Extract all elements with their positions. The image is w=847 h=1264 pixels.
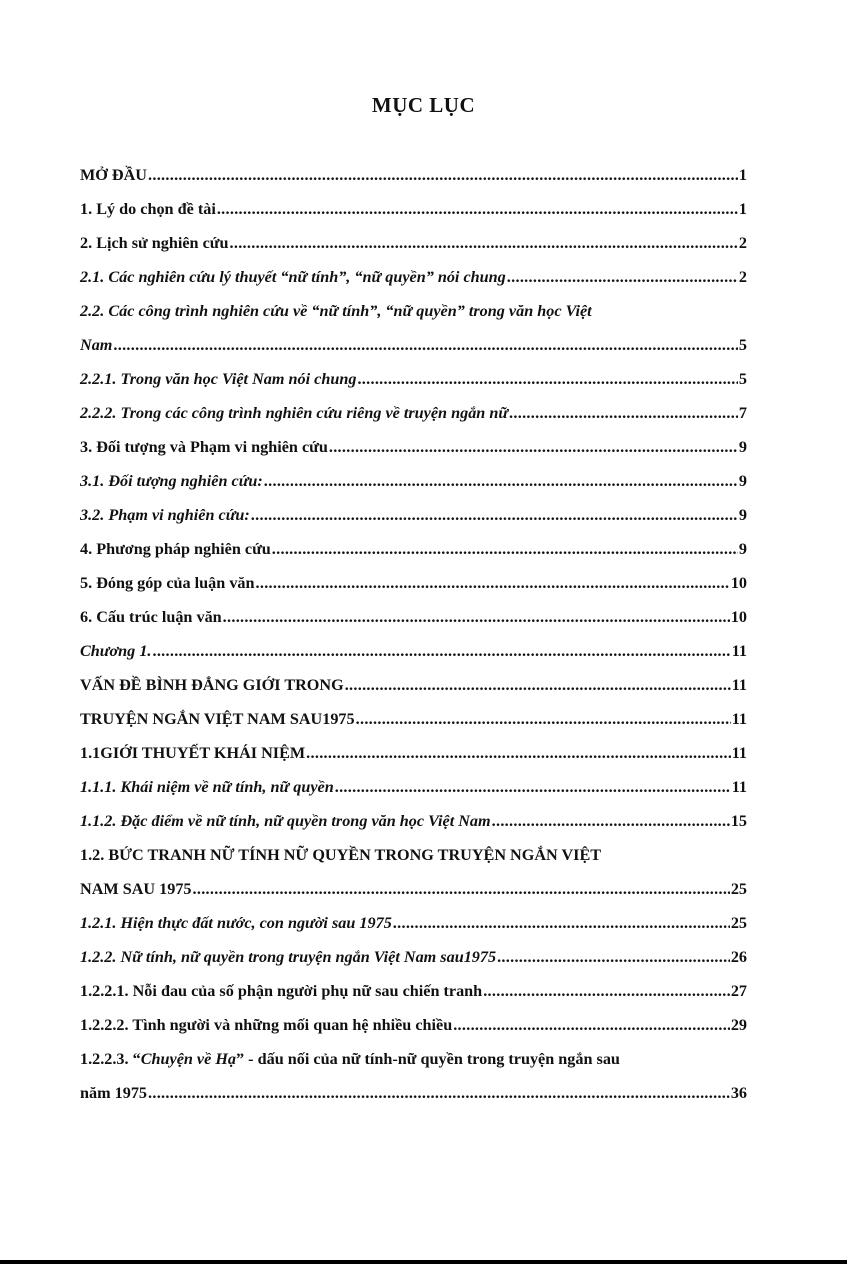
dot-leader [453,1016,730,1035]
bottom-border [0,1260,847,1264]
toc-entry[interactable] [80,770,747,804]
toc-entry-page-number: 9 [738,437,747,456]
dot-leader [507,268,738,287]
toc-entry-label: VẤN ĐỀ BÌNH ĐẲNG GIỚI TRONG [80,675,344,694]
toc-entry[interactable] [80,396,747,430]
toc-entry-page-number: 25 [730,879,747,898]
dot-leader [356,710,731,729]
dot-leader [509,404,738,423]
toc-entry[interactable] [80,362,747,396]
toc-entry[interactable] [80,1008,747,1042]
toc-entry[interactable] [80,804,747,838]
toc-entry-label: 1.2.2. Nữ tính, nữ quyền trong truyện ngắn Việt Nam sau1975 [80,947,497,966]
toc-entry[interactable] [80,634,747,668]
toc-entry-label: 3. Đối tượng và Phạm vi nghiên cứu [80,437,328,456]
dot-leader [230,234,738,253]
toc-entry[interactable] [80,736,747,770]
dot-leader [483,982,730,1001]
dot-leader [335,778,731,797]
toc-entry[interactable] [80,872,747,906]
dot-leader [264,472,738,491]
toc-entry-label: MỞ ĐẦU [80,165,147,184]
toc-entry[interactable] [80,668,747,702]
toc-entry-label: 2. Lịch sử nghiên cứu [80,233,229,252]
toc-entry-label: 1.2.2.1. Nỗi đau của số phận người phụ nữ sau chiến tranh [80,981,483,1000]
dot-leader [393,914,730,933]
toc-entry-label: 3.2. Phạm vi nghiên cứu: [80,505,250,524]
toc-entry[interactable] [80,328,747,362]
toc-entry-label: TRUYỆN NGẮN VIỆT NAM SAU1975 [80,709,355,728]
toc-entry-page-number: 11 [731,743,747,762]
toc-entry[interactable] [80,430,747,464]
toc-entry[interactable] [80,260,747,294]
toc-entry-label: 1.1GIỚI THUYẾT KHÁI NIỆM [80,743,306,762]
toc-entry-label: Chương 1. [80,641,152,660]
dot-leader [272,540,738,559]
toc-entry-label: 6. Cấu trúc luận văn [80,607,222,626]
toc-entry[interactable] [80,702,747,736]
toc-entry-page-number: 26 [730,947,747,966]
toc-entry-label-part: ” - dấu nối của nữ tính-nữ quyền trong truyện ngắn sau [236,1049,620,1068]
toc-entry-label: 1.1.1. Khái niệm về nữ tính, nữ quyền [80,777,334,796]
toc-entry-label-italic: Chuyện về Hạ [140,1049,237,1068]
toc-entry[interactable] [80,1076,747,1110]
toc-entry-page-number: 1 [738,199,747,218]
toc-entry-page-number: 2 [738,267,747,286]
toc-entry[interactable] [80,838,747,872]
dot-leader [217,200,738,219]
toc-entry-label: Nam [80,335,113,354]
dot-leader [329,438,738,457]
toc-entry-page-number: 5 [738,369,747,388]
dot-leader [152,642,730,661]
toc-entry-page-number: 11 [731,777,747,796]
toc-entry-page-number: 9 [738,471,747,490]
toc-entry-label: 2.2.2. Trong các công trình nghiên cứu riêng về truyện ngắn nữ [80,403,509,422]
toc-entry-label [80,1050,620,1069]
dot-leader [193,880,730,899]
toc-entry-page-number: 2 [738,233,747,252]
page-title: MỤC LỤC [371,93,476,117]
toc-entry[interactable] [80,940,747,974]
toc-entry[interactable] [80,600,747,634]
toc-entry-page-number: 15 [730,811,747,830]
dot-leader [345,676,731,695]
toc-entry[interactable] [80,532,747,566]
toc-entry[interactable] [80,906,747,940]
toc-entry-label: 1. Lý do chọn đề tài [80,199,216,218]
dot-leader [492,812,730,831]
toc-entry-page-number: 11 [731,709,747,728]
toc-entry[interactable] [80,566,747,600]
toc-entry-page-number: 29 [730,1015,747,1034]
dot-leader [306,744,731,763]
toc-entry-page-number: 25 [730,913,747,932]
toc-entry-page-number: 9 [738,505,747,524]
toc-entry[interactable] [80,974,747,1008]
toc-entry-page-number: 36 [730,1083,747,1102]
toc-entry-label: 1.2.2.2. Tình người và những mối quan hệ nhiều chiều [80,1015,453,1034]
dot-leader [223,608,730,627]
toc-entry-label: 2.2.1. Trong văn học Việt Nam nói chung [80,369,357,388]
toc-entry[interactable] [80,464,747,498]
dot-leader [148,1084,730,1103]
toc-entry-label: 2.2. Các công trình nghiên cứu về “nữ tính”, “nữ quyền” trong văn học Việt [80,301,592,320]
toc-entry-label: 2.1. Các nghiên cứu lý thuyết “nữ tính”, “nữ quyền” nói chung [80,267,506,286]
toc-entry-page-number: 27 [730,981,747,1000]
toc-entry-page-number: 11 [731,675,747,694]
toc-entry[interactable] [80,294,747,328]
dot-leader [256,574,730,593]
dot-leader [497,948,730,967]
toc-entry-label: 1.1.2. Đặc điểm về nữ tính, nữ quyền trong văn học Việt Nam [80,811,491,830]
toc-entry-label: năm 1975 [80,1083,148,1102]
toc-entry[interactable] [80,498,747,532]
toc-entry-label: 5. Đóng góp của luận văn [80,573,255,592]
toc-entry[interactable] [80,158,747,192]
toc-entry-label-part: 1.2.2.3. “ [80,1049,141,1068]
toc-entry-label: 1.2. BỨC TRANH NỮ TÍNH NỮ QUYỀN TRONG TRUYỆN NGẮN VIỆT [80,845,602,864]
toc-entry[interactable] [80,226,747,260]
toc-entry-page-number: 1 [738,165,747,184]
toc-entry-page-number: 5 [738,335,747,354]
toc-entry[interactable] [80,192,747,226]
toc-entry-label: NAM SAU 1975 [80,879,192,898]
toc-entry-page-number: 10 [730,607,747,626]
toc-entry-label: 1.2.1. Hiện thực đất nước, con người sau 1975 [80,913,392,932]
toc-entry-page-number: 11 [731,641,747,660]
toc-entry-page-number: 9 [738,539,747,558]
toc-entry[interactable] [80,1042,747,1076]
toc-entry-label: 3.1. Đối tượng nghiên cứu: [80,471,263,490]
toc-entry-page-number: 10 [730,573,747,592]
dot-leader [113,336,738,355]
dot-leader [148,166,738,185]
toc-entry-page-number: 7 [738,403,747,422]
dot-leader [251,506,738,525]
toc-entry-label: 4. Phương pháp nghiên cứu [80,539,271,558]
dot-leader [357,370,737,389]
table-of-contents [80,158,747,1110]
